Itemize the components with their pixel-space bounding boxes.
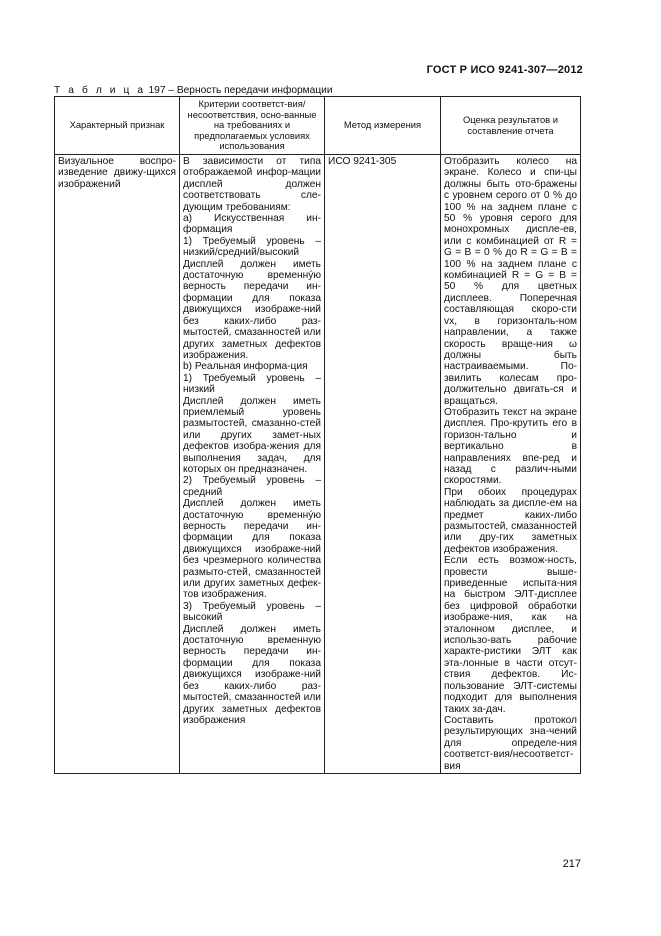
method-text: ИСО 9241-305 [328, 156, 397, 167]
cell-feature [55, 155, 180, 774]
criteria-paragraph: 1) Требуемый уровень – низкий/средний/высокий [183, 235, 321, 259]
cell-criteria [180, 155, 325, 774]
header-method: Метод измерения [325, 97, 441, 155]
evaluation-paragraph: Составить протокол результирующих зна-чений для определе-ния соответст-вия/несоответст-вия [444, 714, 577, 772]
cell-method [325, 155, 441, 774]
standard-designation: ГОСТ Р ИСО 9241-307—2012 [426, 64, 583, 76]
requirements-table [54, 96, 581, 774]
criteria-paragraph: Дисплей должен иметь достаточную временнýю верность передачи ин-формации для показа движущихся изображе-ний без каких-либо раз-мытостей, смазанностей или других заметных дефектов изображения. [183, 258, 321, 361]
evaluation-paragraph: Отобразить текст на экране дисплея. Про-крутить его в горизон-тально и вертикально в направлениях впе-ред и назад с различ-ными скоростями. [444, 406, 577, 487]
criteria-paragraph: В зависимости от типа отображаемой инфор-мации дисплей должен соответствовать сле-дующим требованиям: [183, 156, 321, 213]
table-caption-prefix: Т а б л и ц а [54, 85, 146, 96]
criteria-paragraph: 2) Требуемый уровень – средний [183, 475, 321, 498]
criteria-paragraph: Дисплей должен иметь достаточную временнýю верность передачи ин-формации для показа движущихся изображе-ний без чрезмерного количества размыто-стей, смазанностей или других заметных дефек-тов изображения. [183, 498, 321, 601]
page-number: 217 [562, 858, 581, 870]
evaluation-paragraph: При обоих процедурах наблюдать за диспле-ем на предмет каких-либо размытостей, смазанностей или дру-гих заметных дефектов изображения. [444, 486, 577, 555]
feature-text: Визуальное воспро-изведение движу-щихся изображений [58, 156, 176, 190]
criteria-paragraph: 3) Требуемый уровень – высокий [183, 600, 321, 624]
header-criteria: Критерии соответст-вия/несоответствия, осно-ванные на требованиях и предполагаемых условиях использования [180, 97, 325, 155]
evaluation-paragraph: Отобразить колесо на экране. Колесо и спи-цы должны быть ото-бражены с уровнем серого от 0 % до 100 % на заднем плане с 50 % уровня серого для монохромных диспле-ев, или с комбинацией от R = G = B = 0 % до R = G = B = 100 % на заднем плане с комбинацией R = G = B = 50 % для цветных дисплеев. Поперечная составляющая скоро-сти vx, в горизонталь-ном направлении, а также скорость враще-ния ω должны быть настраиваемыми. По-звилить колесам про-должительно двигать-ся и вращаться. [444, 156, 577, 407]
criteria-paragraph: 1) Требуемый уровень – низкий [183, 372, 321, 396]
table-header-row [55, 97, 581, 155]
criteria-paragraph: Дисплей должен иметь достаточную временную верность передачи ин-формации для показа движущихся изображе-ний без каких-либо раз-мытостей, смазанностей или других заметных дефектов изображения [183, 623, 321, 726]
cell-evaluation [441, 155, 581, 774]
criteria-paragraph: Дисплей должен иметь приемлемый уровень размытостей, смазанно-стей или других замет-ных дефектов изобра-жения для выполнения задач, для которых он предназначен. [183, 395, 321, 475]
table-caption [54, 85, 333, 96]
evaluation-paragraph: Если есть возмож-ность, провести выше-приведенные испыта-ния на быстром ЭЛТ-дисплее без цифровой обработки изображе-ния, как на эталонном дисплее, и использо-вать рабочие характе-ристики ЭЛТ как эта-лонные в части отсут-ствия дефектов. Ис-пользование ЭЛТ-системы подходит для выполнения таких за-дач. [444, 555, 577, 715]
table-caption-text: 197 – Верность передачи информации [148, 85, 333, 96]
header-evaluation: Оценка результатов и составление отчета [441, 97, 581, 155]
criteria-paragraph: а) Искусственная ин-формация [183, 213, 321, 236]
table-row [55, 155, 581, 774]
criteria-paragraph: b) Реальная информа-ция [183, 361, 308, 373]
header-feature: Характерный признак [55, 97, 180, 155]
